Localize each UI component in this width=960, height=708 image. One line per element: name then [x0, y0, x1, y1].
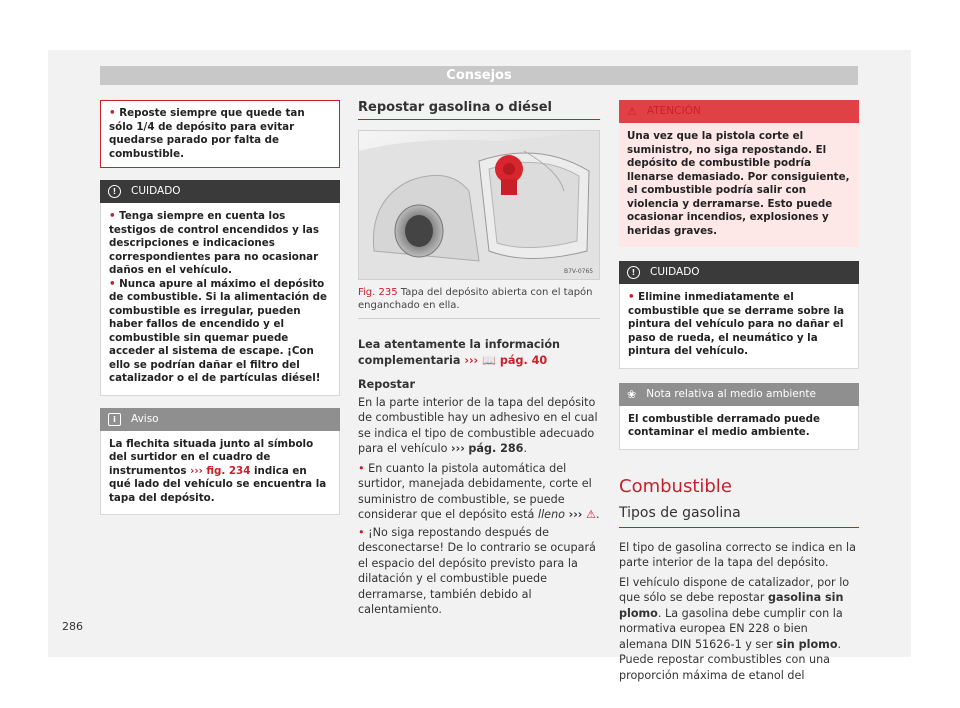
- repostar-heading: Repostar: [358, 378, 415, 391]
- cuidado2-box: [619, 261, 859, 369]
- lleno-word: lleno: [537, 508, 566, 521]
- tip-text: Reposte siempre que quede tan sólo 1/4 de depósito para evitar quedarse parado por falta de combustible.: [109, 107, 305, 160]
- figure-caption: [358, 286, 600, 319]
- cuidado-header: [100, 180, 340, 203]
- cuidado2-header: [619, 261, 859, 284]
- medio-body: El combustible derramado puede contaminar el medio ambiente.: [619, 406, 859, 450]
- info-icon: i: [108, 413, 121, 426]
- atencion-body: Una vez que la pistola corte el suministro, no siga repostando. El depósito de combustible podría llenarse demasiado. Por consiguiente, el combustible podría salir con violencia y derramarse. Esto puede ocasionar incendios, explosiones y heridas graves.: [619, 123, 859, 247]
- column-middle: [358, 100, 600, 618]
- medio-title: Nota relativa al medio ambiente: [646, 387, 816, 400]
- aviso-text-after: indica en qué lado del vehículo se encuentra la tapa del depósito.: [109, 464, 327, 504]
- info-circle-icon: !: [627, 266, 640, 279]
- medio-box: [619, 383, 859, 450]
- bullet1-text: En cuanto la pistola automática del surtidor, manejada debidamente, corte el suministro de combustible, se puede considerar que el depósito está: [358, 461, 592, 521]
- read-first-link[interactable]: pág. 40: [499, 353, 548, 367]
- fuel-cap-figure: [358, 130, 600, 280]
- warning-triangle-icon: ⚠: [585, 508, 597, 521]
- para1-text: En la parte interior de la tapa del depósito de combustible hay un adhesivo en el cual se indica el tipo de combustible adecuado para el vehículo: [358, 395, 598, 455]
- aviso-box: [100, 408, 340, 516]
- aviso-body: [100, 431, 340, 516]
- col3-para2-a: El vehículo dispone de catalizador, por lo que sólo se debe repostar: [619, 575, 850, 604]
- page-number: 286: [62, 620, 83, 633]
- atencion-header: [619, 100, 859, 123]
- aviso-fig-link[interactable]: ››› fig. 234: [190, 464, 251, 477]
- aviso-header: [100, 408, 340, 431]
- para1-link[interactable]: pág. 286: [468, 442, 524, 455]
- info-circle-icon: !: [108, 185, 121, 198]
- chapter-title: Combustible: [619, 475, 732, 497]
- col3-para1: El tipo de gasolina correcto se indica en la parte interior de la tapa del depósito.: [619, 540, 856, 569]
- bullet-icon: •: [109, 107, 116, 119]
- cuidado-body: • Tenga siempre en cuenta los testigos de control encendidos y las descripciones e indicaciones correspondientes para no ocasionar daños en el vehículo. • Nunca apure al máximo el depósito de combustible. Si la alimentación de combustible es irregular, pueden haber fallos de encendido y el combustible sin quemar puede acceder al sistema de escape. ¡Con ello se podrían dañar el filtro del catalizador o el de partículas diésel!: [100, 203, 340, 396]
- col3-para2-c: . La gasolina debe cumplir con la normativa europea EN 228 o bien alemana DIN 51626-1 y ser: [619, 606, 843, 651]
- col3-para2-e: . Puede repostar combustibles con una proporción máxima de etanol del: [619, 637, 842, 682]
- cuidado2-body: • Elimine inmediatamente el combustible que se derrame sobre la pintura del vehículo para no dañar el paso de rueda, el neumático y la pintura del vehículo.: [619, 284, 859, 369]
- atencion-title: ATENCIÓN: [646, 105, 701, 117]
- column-right: [619, 100, 859, 683]
- cuidado-item-2: Nunca apure al máximo el depósito de combustible. Si la alimentación de combustible es irregular, pueden haber fallos de encendido y el combustible sin quemar puede acceder al sistema de escape. ¡Con ello se podrían dañar el filtro del catalizador o el de partículas diésel!: [109, 277, 327, 384]
- cuidado-box: [100, 180, 340, 396]
- body-text: Lea atentamente la información complementaria ››› 📖 pág. 40 Repostar En la parte interior de la tapa del depósito de combustible hay un adhesivo en el cual se indica el tipo de combustible adecuado para el vehículo ››› pág. 286. • En cuanto la pistola automática del surtidor, manejada debidamente, corte el suministro de combustible, se puede considerar que el depósito está lleno ››› ⚠. • ¡No siga repostando después de desconectarse! De lo contrario se ocupará el espacio del depósito previsto para la dilatación y el combustible puede derramarse, también debido al calentamiento.: [358, 338, 600, 616]
- warning-triangle-icon: ⚠: [627, 105, 637, 118]
- aviso-text-before: La flechita situada junto al símbolo del surtidor en el cuadro de instrumentos: [109, 437, 314, 477]
- read-first-text: Lea atentamente la información complementaria: [358, 338, 561, 367]
- col3-para2-b: gasolina sin plomo: [619, 591, 844, 620]
- medio-header: [619, 383, 859, 406]
- book-icon: 📖: [482, 353, 497, 367]
- bullet2-text: ¡No siga repostando después de desconectarse! De lo contrario se ocupará el espacio del depósito previsto para la dilatación y el combustible puede derramarse, también debido al calentamiento.: [358, 525, 596, 616]
- cuidado-item-1: Tenga siempre en cuenta los testigos de control encendidos y las descripciones e indicaciones correspondientes para no ocasionar daños en el vehículo.: [109, 210, 319, 276]
- cuidado2-title: CUIDADO: [650, 266, 700, 278]
- page-header: Consejos: [100, 66, 858, 85]
- cuidado2-item: Elimine inmediatamente el combustible que se derrame sobre la pintura del vehículo para no dañar el paso de rueda, el neumático y la pintura del vehículo.: [628, 291, 845, 357]
- chapter-subtitle: Tipos de gasolina: [619, 505, 859, 528]
- figure-code: B7V-0765: [564, 268, 594, 275]
- col3-body: [619, 540, 859, 684]
- col3-para2-d: sin plomo: [776, 637, 838, 651]
- tip-box: [100, 100, 340, 168]
- caption-number: Fig. 235: [358, 287, 398, 298]
- cuidado-title: CUIDADO: [131, 185, 181, 197]
- atencion-box: [619, 100, 859, 247]
- fuel-cap-illustration: [359, 131, 599, 279]
- aviso-title: Aviso: [131, 412, 159, 425]
- caption-text: Tapa del depósito abierta con el tapón enganchado en ella.: [358, 287, 593, 311]
- section-title: Repostar gasolina o diésel: [358, 100, 600, 120]
- column-left: [100, 100, 340, 515]
- leaf-icon: ❀: [627, 387, 637, 401]
